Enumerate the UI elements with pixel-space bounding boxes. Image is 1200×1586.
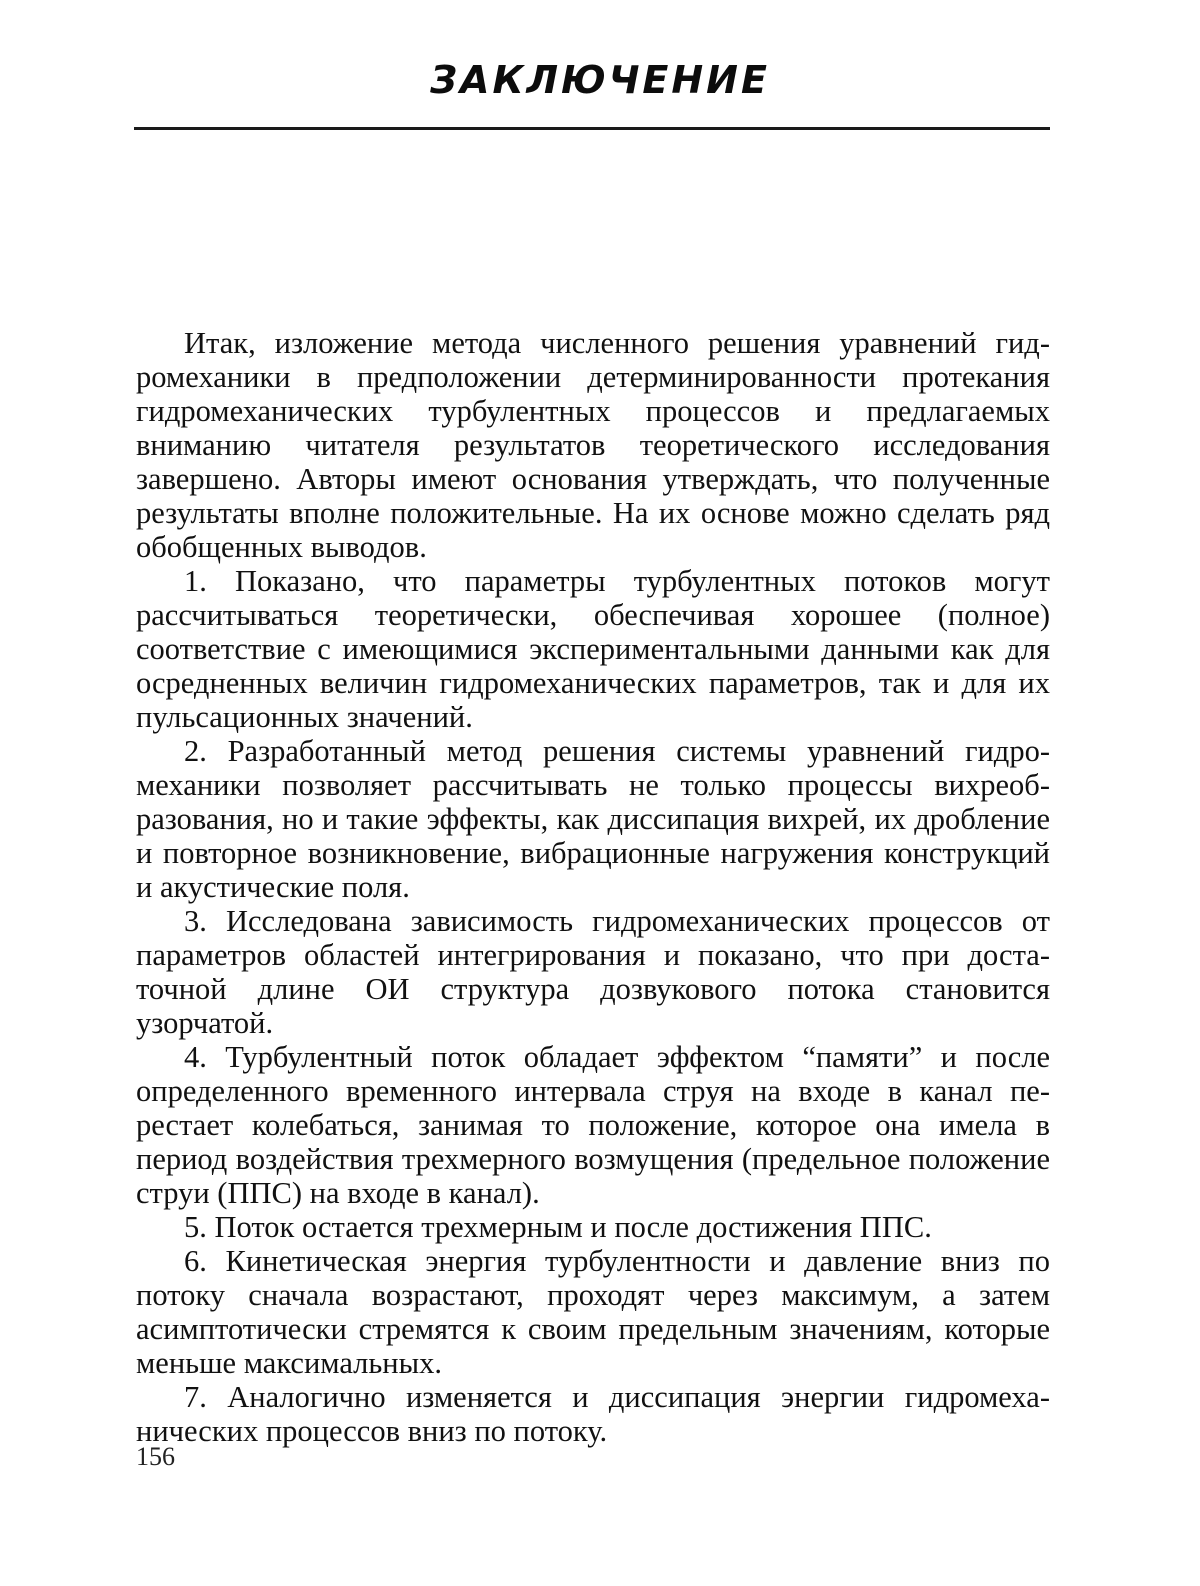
conclusion-item-2: 2. Разработанный метод решения системы уравнений гидромеханики позволяет рассчитывать не только процессы вихреобразования, но и такие эффекты, как диссипация вихрей, их дробление и повторное возникновение, вибрационные нагружения конструкций и акустические поля. — [136, 734, 1050, 904]
conclusion-item-7: 7. Аналогично изменяется и диссипация энергии гидромеханических процессов вниз по потоку. — [136, 1380, 1050, 1448]
conclusion-item-4: 4. Турбулентный поток обладает эффектом “памяти” и после определенного временного интервала струя на входе в канал перестает колебаться, занимая то положение, которое она имела в период воздействия трехмерного возмущения (предельное положение струи (ППС) на входе в канал). — [136, 1040, 1050, 1210]
conclusion-item-3: 3. Исследована зависимость гидромеханических процессов от параметров областей интегрирования и показано, что при достаточной длине ОИ структура дозвукового потока становится узорчатой. — [136, 904, 1050, 1040]
page-header — [0, 58, 1200, 102]
conclusion-item-5: 5. Поток остается трехмерным и после достижения ППС. — [184, 1210, 932, 1244]
intro-paragraph: Итак, изложение метода численного решения уравнений гидромеханики в предположении детерминированности протекания гидромеханических турбулентных процессов и предлагаемых вниманию читателя результатов теоретического исследования завершено. Авторы имеют основания утверждать, что полученные результаты вполне положительные. На их основе можно сделать ряд обобщенных выводов. — [136, 326, 1050, 564]
conclusion-item-6: 6. Кинетическая энергия турбулентности и давление вниз по потоку сначала возрастают, проходят через максимум, а затем асимптотически стремятся к своим предельным значениям, которые меньше максимальных. — [136, 1244, 1050, 1380]
header-rule — [134, 127, 1050, 130]
page-number: 156 — [136, 1442, 175, 1471]
conclusion-item-1: 1. Показано, что параметры турбулентных потоков могут рассчитываться теоретически, обеспечивая хорошее (полное) соответствие с имеющимися экспериментальными данными как для осредненных величин гидромеханических параметров, так и для их пульсационных значений. — [136, 564, 1050, 734]
body-text — [136, 326, 1050, 1448]
chapter-title: ЗАКЛЮЧЕНИЕ — [430, 58, 770, 102]
